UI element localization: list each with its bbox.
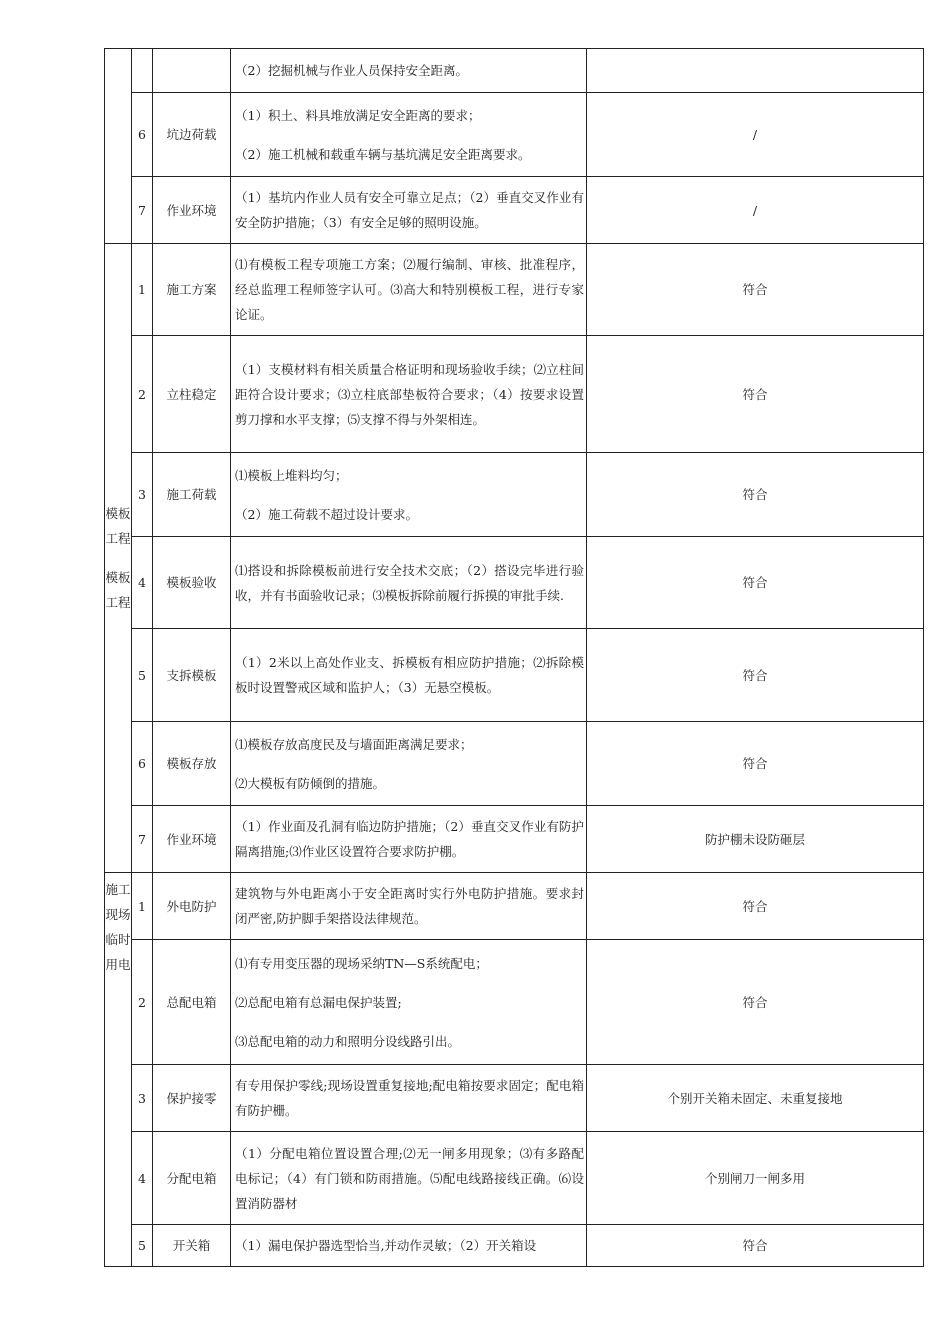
requirement-text: （2）施工机械和载重车辆与基坑满足安全距离要求。 [235, 146, 531, 162]
category-cell [105, 873, 132, 1267]
category-cell [105, 244, 132, 873]
check-item: 外电防护 [153, 873, 231, 940]
requirement-cell [231, 1225, 587, 1267]
table-row [105, 49, 924, 93]
row-number [132, 49, 153, 93]
requirement-text: （1）作业面及孔洞有临边防护措施；（2）垂直交叉作业有防护隔离措施;⑶作业区设置符合要求防护棚。 [235, 819, 584, 859]
check-item: 作业环境 [153, 177, 231, 244]
requirement-cell [231, 537, 587, 629]
requirement-cell [231, 177, 587, 244]
check-item: 施工方案 [153, 244, 231, 336]
row-number: 2 [132, 336, 153, 453]
result-cell: / [587, 93, 924, 177]
requirement-text: ⑴模板存放高度民及与墙面距离满足要求； [235, 736, 473, 752]
requirement-cell [231, 49, 587, 93]
result-cell: 个别开关箱未固定、未重复接地 [587, 1065, 924, 1132]
check-item: 坑边荷载 [153, 93, 231, 177]
table-row [105, 873, 924, 940]
table-row [105, 722, 924, 806]
table-row [105, 806, 924, 873]
requirement-cell [231, 336, 587, 453]
table-row [105, 537, 924, 629]
table-row [105, 629, 924, 722]
result-cell: 符合 [587, 453, 924, 537]
result-cell: 符合 [587, 629, 924, 722]
row-number: 6 [132, 93, 153, 177]
category-label-repeat: 模板工程 [105, 570, 131, 610]
row-number: 1 [132, 244, 153, 336]
result-cell: 符合 [587, 873, 924, 940]
category-label: 模板工程 [105, 506, 131, 546]
check-item: 模板验收 [153, 537, 231, 629]
check-item [153, 49, 231, 93]
table-row [105, 336, 924, 453]
requirement-cell [231, 1132, 587, 1225]
requirement-text: ⑴模板上堆料均匀； [235, 467, 348, 483]
check-item: 总配电箱 [153, 940, 231, 1065]
result-cell: 符合 [587, 940, 924, 1065]
requirement-text: （1）漏电保护器选型恰当,并动作灵敏；（2）开关箱设 [235, 1238, 537, 1253]
row-number: 7 [132, 806, 153, 873]
requirement-text: 建筑物与外电距离小于安全距离时实行外电防护措施。要求封闭严密,防护脚手架搭设法律规范。 [235, 886, 584, 926]
result-cell [587, 49, 924, 93]
result-cell: 符合 [587, 537, 924, 629]
check-item: 开关箱 [153, 1225, 231, 1267]
table-row [105, 1225, 924, 1267]
result-cell: 符合 [587, 1225, 924, 1267]
requirement-cell [231, 940, 587, 1065]
requirement-text: ⑴有模板工程专项施工方案；⑵履行编制、审核、批准程序，经总监理工程师签字认可。⑶高大和特别模板工程，进行专家论证。 [235, 257, 584, 322]
requirement-text: （2）施工荷载不超过设计要求。 [235, 506, 418, 522]
check-item: 支拆模板 [153, 629, 231, 722]
category-cell [105, 49, 132, 244]
table-row [105, 940, 924, 1065]
check-item: 施工荷载 [153, 453, 231, 537]
result-cell: 符合 [587, 722, 924, 806]
table-row [105, 177, 924, 244]
requirement-text: ⑵大模板有防倾倒的措施。 [235, 775, 386, 791]
row-number: 7 [132, 177, 153, 244]
requirement-cell [231, 1065, 587, 1132]
table-row [105, 1065, 924, 1132]
row-number: 3 [132, 453, 153, 537]
category-label: 施工现场临时用电 [105, 882, 131, 972]
row-number: 3 [132, 1065, 153, 1132]
check-item: 分配电箱 [153, 1132, 231, 1225]
requirement-cell [231, 93, 587, 177]
requirement-text: ⑴有专用变压器的现场采纳TN—S系统配电； [235, 955, 488, 971]
requirement-text: （1）分配电箱位置设置合理;⑵无一闸多用现象；⑶有多路配电标记；（4）有门锁和防雨措施。⑸配电线路接线正确。⑹设置消防器材 [235, 1145, 584, 1211]
table-row [105, 93, 924, 177]
row-number: 2 [132, 940, 153, 1065]
check-item: 作业环境 [153, 806, 231, 873]
result-cell: 防护棚未设防砸层 [587, 806, 924, 873]
requirement-text: （2）挖掘机械与作业人员保持安全距离。 [235, 63, 468, 78]
requirement-text: （1）2米以上高处作业支、拆模板有相应防护措施；⑵拆除模板时设置警戒区域和监护人；（3）无悬空模板。 [235, 655, 584, 695]
row-number: 5 [132, 629, 153, 722]
requirement-cell [231, 873, 587, 940]
requirement-text: （1）基坑内作业人员有安全可靠立足点；（2）垂直交叉作业有安全防护措施；（3）有安全足够的照明设施。 [235, 190, 584, 230]
requirement-cell [231, 806, 587, 873]
table-row [105, 244, 924, 336]
table-row [105, 1132, 924, 1225]
requirement-cell [231, 629, 587, 722]
check-item: 模板存放 [153, 722, 231, 806]
result-cell: / [587, 177, 924, 244]
requirement-text: ⑵总配电箱有总漏电保护装置; [235, 994, 402, 1010]
result-cell: 符合 [587, 244, 924, 336]
requirement-text: ⑶总配电箱的动力和照明分设线路引出。 [235, 1033, 461, 1049]
requirement-text: （1）积土、料具堆放满足安全距离的要求； [235, 107, 481, 123]
result-cell: 符合 [587, 336, 924, 453]
row-number: 4 [132, 1132, 153, 1225]
row-number: 6 [132, 722, 153, 806]
table-row [105, 453, 924, 537]
check-item: 保护接零 [153, 1065, 231, 1132]
row-number: 5 [132, 1225, 153, 1267]
requirement-cell [231, 722, 587, 806]
result-cell: 个别闸刀一闸多用 [587, 1132, 924, 1225]
check-item: 立柱稳定 [153, 336, 231, 453]
requirement-text: 有专用保护零线;现场设置重复接地;配电箱按要求固定；配电箱有防护栅。 [235, 1078, 584, 1118]
requirement-cell [231, 244, 587, 336]
row-number: 1 [132, 873, 153, 940]
requirement-text: （1）支模材料有相关质量合格证明和现场验收手续；⑵立柱间距符合设计要求；⑶立柱底部垫板符合要求；（4）按要求设置剪刀撑和水平支撑；⑸支撑不得与外架相连。 [235, 361, 584, 427]
requirement-text: ⑴搭设和拆除模板前进行安全技术交底；（2）搭设完毕进行验收，并有书面验收记录；⑶模板拆除前履行拆摸的审批手续. [235, 562, 584, 603]
row-number: 4 [132, 537, 153, 629]
requirement-cell [231, 453, 587, 537]
inspection-table [104, 48, 924, 1267]
